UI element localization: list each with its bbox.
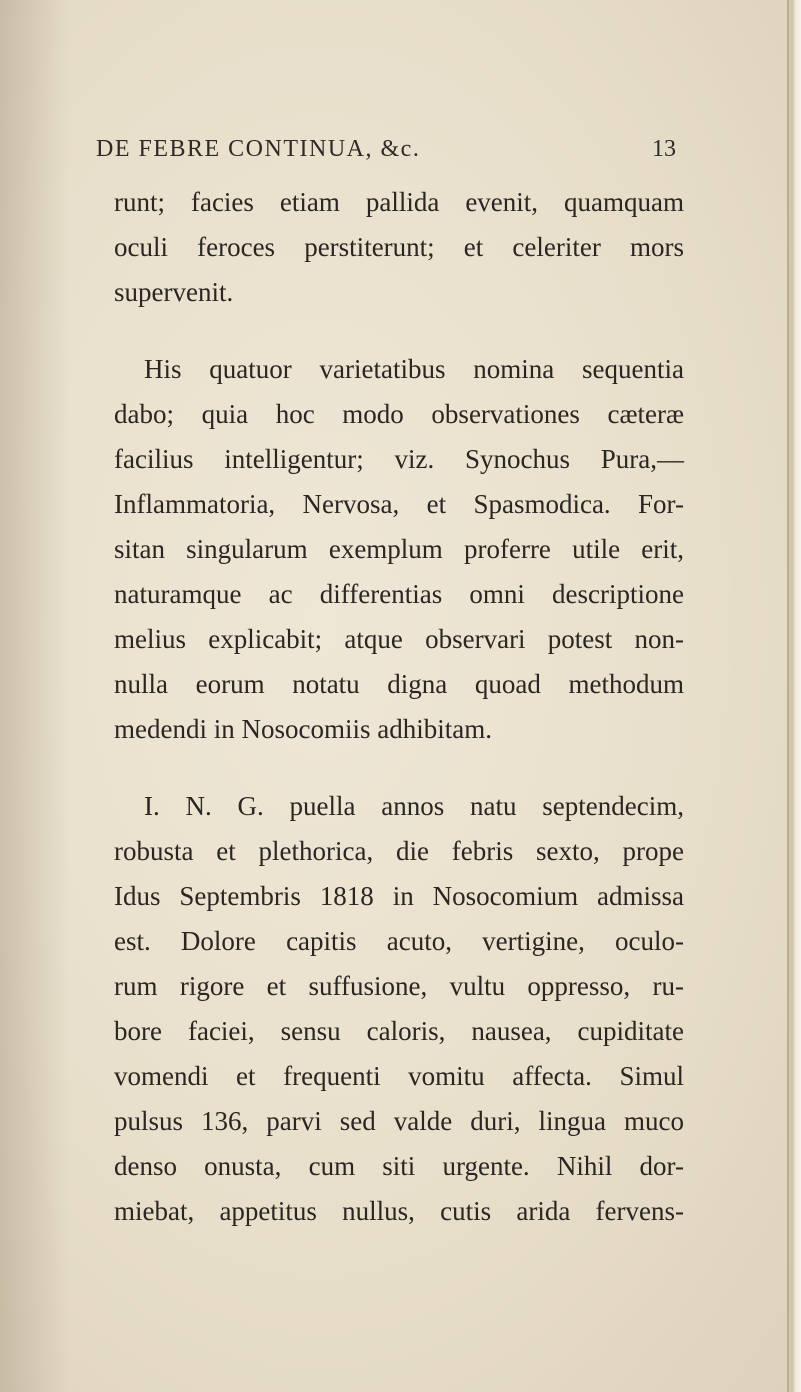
text-line: facilius intelligentur; viz. Synochus Pura,—	[114, 444, 684, 474]
text-line: sitan singularum exemplum proferre utile erit,	[114, 534, 684, 564]
text-line: naturamque ac differentias omni descriptione	[114, 579, 684, 609]
text-line: medendi in Nosocomiis adhibitam.	[114, 714, 492, 744]
page-number: 13	[652, 136, 676, 162]
text-line: I. N. G. puella annos natu septendecim,	[144, 791, 684, 821]
text-line: supervenit.	[114, 277, 234, 307]
text-line: oculi feroces perstiterunt; et celeriter mors	[114, 232, 684, 262]
text-line: pulsus 136, parvi sed valde duri, lingua muco	[114, 1106, 684, 1136]
text-line: His quatuor varietatibus nomina sequentia	[144, 354, 684, 384]
body-text	[114, 180, 684, 1234]
text-line: robusta et plethorica, die febris sexto, prope	[114, 836, 684, 866]
page-edge-line	[787, 0, 789, 1392]
running-title: DE FEBRE CONTINUA, &c.	[96, 136, 421, 162]
text-line: nulla eorum notatu digna quoad methodum	[114, 669, 684, 699]
text-line: Inflammatoria, Nervosa, et Spasmodica. For-	[114, 489, 684, 519]
paragraph-3	[114, 784, 684, 1234]
text-line: melius explicabit; atque observari potest non-	[114, 624, 684, 654]
paragraph-2	[114, 347, 684, 752]
page-right-edge	[787, 0, 801, 1392]
text-line: denso onusta, cum siti urgente. Nihil dor-	[114, 1151, 684, 1181]
text-line: est. Dolore capitis acuto, vertigine, oculo-	[114, 926, 684, 956]
paragraph-1	[114, 180, 684, 315]
text-line: runt; facies etiam pallida evenit, quamquam	[114, 187, 684, 217]
text-line: miebat, appetitus nullus, cutis arida fervens-	[114, 1196, 684, 1226]
text-line: vomendi et frequenti vomitu affecta. Simul	[114, 1061, 684, 1091]
running-header	[96, 128, 676, 168]
text-line: rum rigore et suffusione, vultu oppresso, ru-	[114, 971, 684, 1001]
text-line: dabo; quia hoc modo observationes cæteræ	[114, 399, 684, 429]
text-line: bore faciei, sensu caloris, nausea, cupiditate	[114, 1016, 684, 1046]
text-line: Idus Septembris 1818 in Nosocomium admissa	[114, 881, 684, 911]
page-gutter-shadow	[0, 0, 70, 1392]
